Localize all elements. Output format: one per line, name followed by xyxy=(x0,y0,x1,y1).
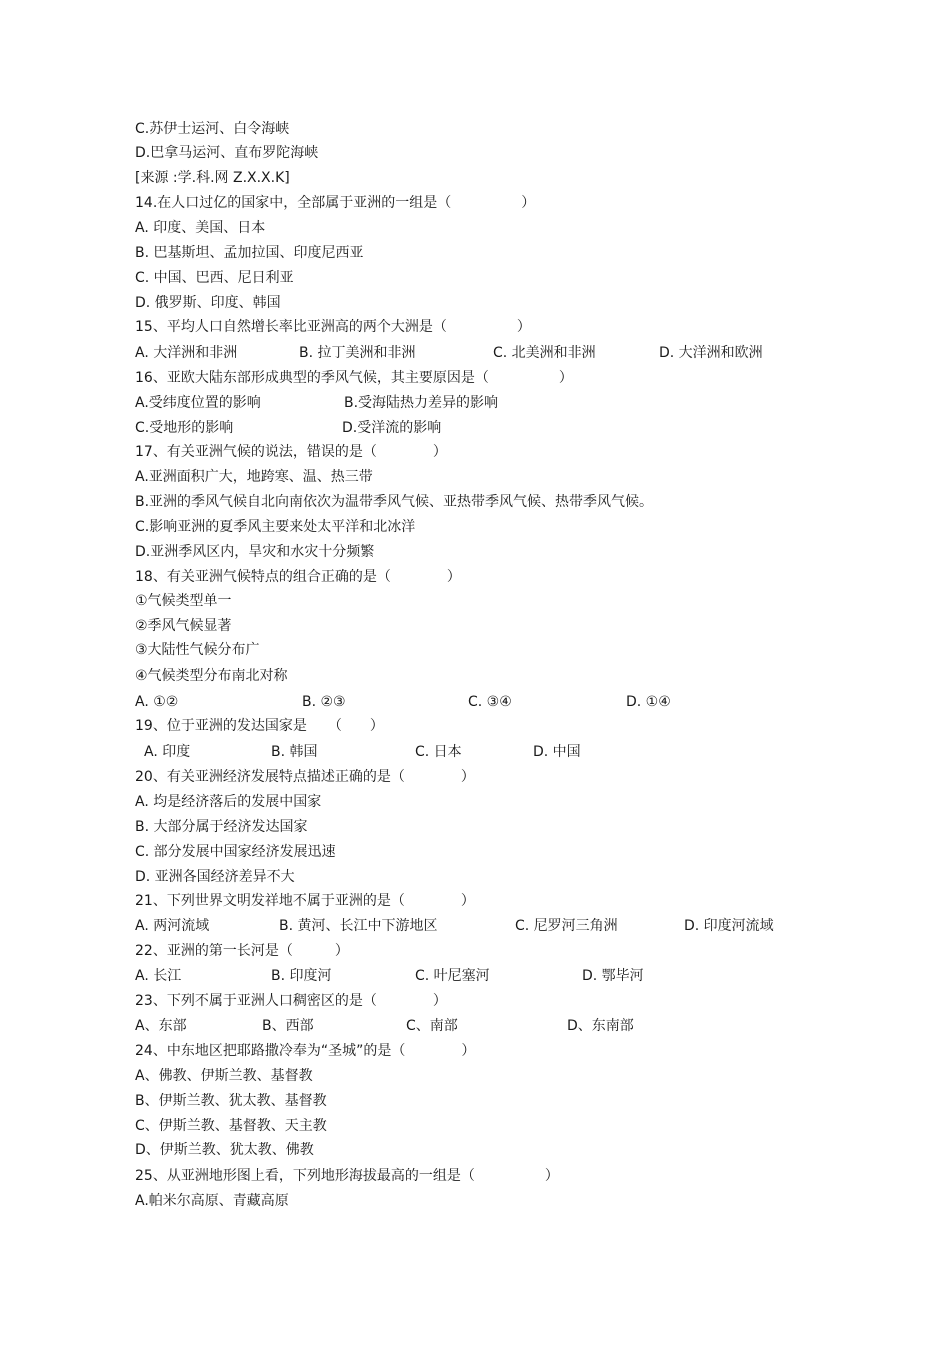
statement-line: ②季风气候显著 xyxy=(135,618,232,634)
option-a: A.受纬度位置的影响 xyxy=(135,395,261,411)
option-a: A. ①② xyxy=(135,694,179,710)
option-c: C. 尼罗河三角洲 xyxy=(515,918,618,934)
option-line: C. 部分发展中国家经济发展迅速 xyxy=(135,844,336,860)
option-line: D. 俄罗斯、印度、韩国 xyxy=(135,295,281,311)
option-a: A. 长江 xyxy=(135,968,182,984)
option-d: D. 鄂毕河 xyxy=(582,968,644,984)
question-20: 20、有关亚洲经济发展特点描述正确的是（ ） xyxy=(135,769,475,785)
option-c: C. ③④ xyxy=(468,694,512,710)
statement-line: ③大陆性气候分布广 xyxy=(135,642,260,658)
option-d: D. 大洋洲和欧洲 xyxy=(659,345,763,361)
option-line: A、佛教、伊斯兰教、基督教 xyxy=(135,1068,313,1084)
question-18: 18、有关亚洲气候特点的组合正确的是（ ） xyxy=(135,569,461,585)
option-line: C.苏伊士运河、白令海峡 xyxy=(135,121,290,137)
option-line: B、伊斯兰教、犹太教、基督教 xyxy=(135,1093,327,1109)
option-c: C. 日本 xyxy=(415,744,462,760)
source-note: [来源 :学.科.网 Z.X.X.K] xyxy=(135,170,290,186)
option-b: B. ②③ xyxy=(302,694,346,710)
option-c: C、南部 xyxy=(406,1018,458,1034)
option-b: B. 韩国 xyxy=(271,744,318,760)
statement-line: ④气候类型分布南北对称 xyxy=(135,668,288,684)
question-25: 25、从亚洲地形图上看，下列地形海拔最高的一组是（ ） xyxy=(135,1168,559,1184)
option-line: C. 中国、巴西、尼日利亚 xyxy=(135,270,294,286)
option-line: D、伊斯兰教、犹太教、佛教 xyxy=(135,1142,314,1158)
option-b: B. 黄河、长江中下游地区 xyxy=(279,918,438,934)
question-19: 19、位于亚洲的发达国家是 （ ） xyxy=(135,718,384,734)
option-line: A. 均是经济落后的发展中国家 xyxy=(135,794,322,810)
option-d: D.受洋流的影响 xyxy=(342,420,442,436)
option-line: A.亚洲面积广大，地跨寒、温、热三带 xyxy=(135,469,373,485)
statement-line: ①气候类型单一 xyxy=(135,593,232,609)
option-line: C、伊斯兰教、基督教、天主教 xyxy=(135,1118,327,1134)
option-line: B. 巴基斯坦、孟加拉国、印度尼西亚 xyxy=(135,245,364,261)
option-a: A. 大洋洲和非洲 xyxy=(135,345,238,361)
question-24: 24、中东地区把耶路撒冷奉为“圣城”的是（ ） xyxy=(135,1043,476,1059)
question-15: 15、平均人口自然增长率比亚洲高的两个大洲是（ ） xyxy=(135,319,531,335)
option-b: B. 印度河 xyxy=(271,968,332,984)
option-d: D. 印度河流域 xyxy=(684,918,774,934)
option-b: B. 拉丁美洲和非洲 xyxy=(299,345,416,361)
option-line: D. 亚洲各国经济差异不大 xyxy=(135,869,295,885)
option-line: B.亚洲的季风气候自北向南依次为温带季风气候、亚热带季风气候、热带季风气候。 xyxy=(135,494,654,510)
question-17: 17、有关亚洲气候的说法，错误的是（ ） xyxy=(135,444,447,460)
option-d: D. ①④ xyxy=(626,694,671,710)
option-a: A、东部 xyxy=(135,1018,187,1034)
option-b: B.受海陆热力差异的影响 xyxy=(344,395,499,411)
option-c: C.受地形的影响 xyxy=(135,420,234,436)
question-23: 23、下列不属于亚洲人口稠密区的是（ ） xyxy=(135,993,447,1009)
option-line: C.影响亚洲的夏季风主要来处太平洋和北冰洋 xyxy=(135,519,416,535)
question-16: 16、亚欧大陆东部形成典型的季风气候，其主要原因是（ ） xyxy=(135,370,573,386)
option-d: D、东南部 xyxy=(567,1018,634,1034)
option-c: C. 北美洲和非洲 xyxy=(493,345,596,361)
question-14: 14.在人口过亿的国家中，全部属于亚洲的一组是（ ） xyxy=(135,195,536,211)
option-line: D.亚洲季风区内，旱灾和水灾十分频繁 xyxy=(135,544,375,560)
option-line: D.巴拿马运河、直布罗陀海峡 xyxy=(135,145,319,161)
option-c: C. 叶尼塞河 xyxy=(415,968,490,984)
option-line: A. 印度、美国、日本 xyxy=(135,220,266,236)
question-22: 22、亚洲的第一长河是（ ） xyxy=(135,943,349,959)
option-a: A. 两河流域 xyxy=(135,918,210,934)
question-21: 21、下列世界文明发祥地不属于亚洲的是（ ） xyxy=(135,893,475,909)
option-line: A.帕米尔高原、青藏高原 xyxy=(135,1193,289,1209)
option-a: A. 印度 xyxy=(144,744,191,760)
option-line: B. 大部分属于经济发达国家 xyxy=(135,819,308,835)
option-d: D. 中国 xyxy=(533,744,581,760)
option-b: B、西部 xyxy=(262,1018,314,1034)
